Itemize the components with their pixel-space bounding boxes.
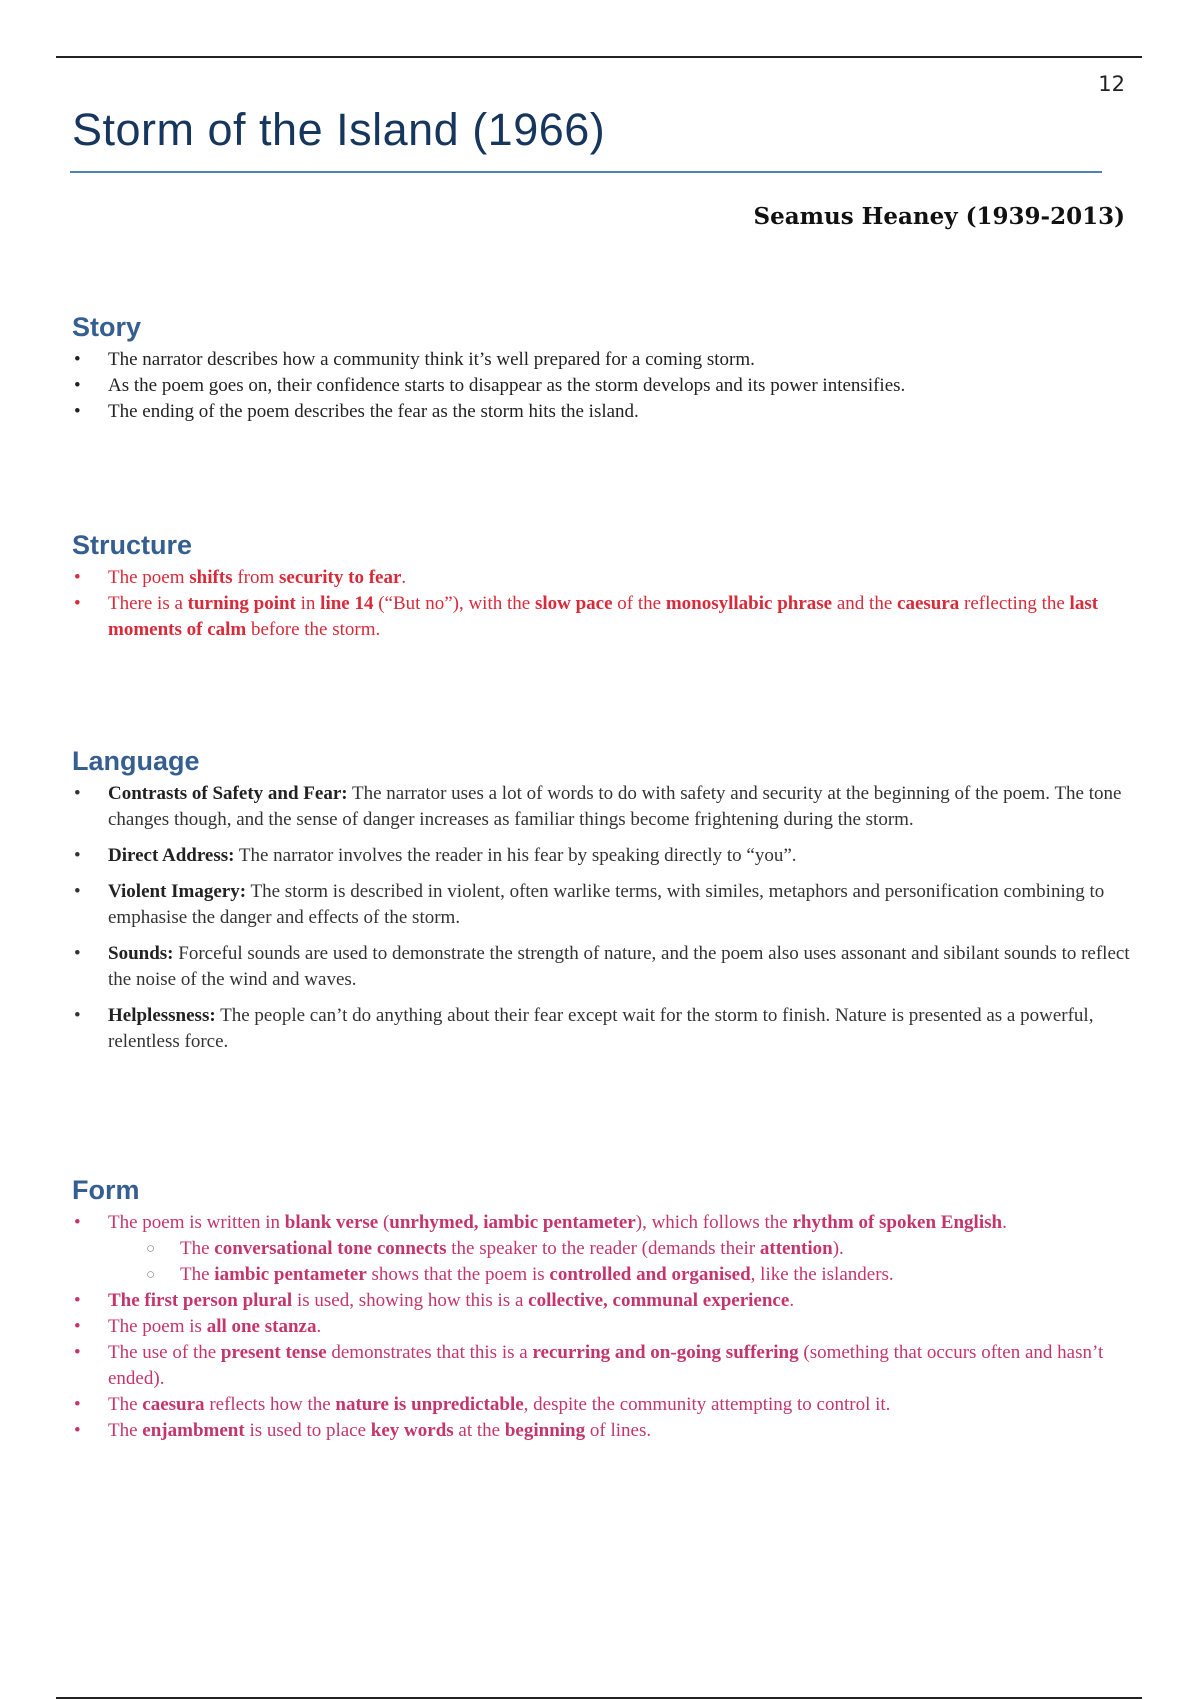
- sub-list: [108, 1236, 1132, 1288]
- story-section: [72, 312, 1132, 425]
- bottom-rule: [56, 1697, 1142, 1699]
- bullet-icon: •: [74, 349, 81, 370]
- list-item: • The poem is all one stanza.: [72, 1314, 1132, 1340]
- bullet-icon: •: [74, 1212, 81, 1233]
- bullet-icon: •: [74, 1005, 81, 1026]
- sub-list-item: ○ The conversational tone connects the speaker to the reader (demands their attention).: [108, 1236, 1132, 1262]
- list-item: • Helplessness: The people can’t do anything about their fear except wait for the storm to finish. Nature is presented as a powerful, relentless force.: [74, 1005, 1094, 1052]
- bullet-icon: •: [74, 1420, 81, 1441]
- list-item: • The poem shifts from security to fear.: [72, 565, 1132, 591]
- bullet-icon: •: [74, 375, 81, 396]
- document-title: Storm of the Island (1966): [72, 104, 606, 155]
- bullet-icon: •: [74, 1342, 81, 1363]
- story-heading: Story: [72, 312, 142, 342]
- list-item: • As the poem goes on, their confidence starts to disappear as the storm develops and its power intensifies.: [72, 373, 1132, 399]
- list-item: • Violent Imagery: The storm is described in violent, often warlike terms, with similes, metaphors and personification combining to emphasise the danger and effects of the storm.: [74, 881, 1105, 928]
- list-item: • Sounds: Forceful sounds are used to demonstrate the strength of nature, and the poem also uses assonant and sibilant sounds to reflect the noise of the wind and waves.: [74, 943, 1130, 990]
- form-heading: Form: [72, 1175, 140, 1205]
- list-item: • The use of the present tense demonstrates that this is a recurring and on-going suffering (something that occurs often and hasn’t ended).: [74, 1342, 1104, 1389]
- bullet-icon: •: [74, 593, 81, 614]
- bullet-icon: •: [74, 567, 81, 588]
- form-section: [72, 1175, 1132, 1444]
- bullet-icon: •: [74, 943, 81, 964]
- structure-heading: Structure: [72, 530, 193, 560]
- list-item: • The first person plural is used, showing how this is a collective, communal experience.: [72, 1288, 1132, 1314]
- structure-section: [72, 530, 1132, 643]
- list-item: • The caesura reflects how the nature is unpredictable, despite the community attempting to control it.: [72, 1392, 1132, 1418]
- language-list: [72, 781, 1132, 1055]
- list-item: • Direct Address: The narrator involves the reader in his fear by speaking directly to “you”.: [72, 843, 1132, 869]
- circle-bullet-icon: ○: [146, 1267, 156, 1283]
- language-heading: Language: [72, 746, 200, 776]
- list-item: • The enjambment is used to place key words at the beginning of lines.: [72, 1418, 1132, 1444]
- structure-list: [72, 565, 1132, 643]
- list-item: • The ending of the poem describes the fear as the storm hits the island.: [72, 399, 1132, 425]
- sub-list-item: ○ The iambic pentameter shows that the poem is controlled and organised, like the islanders.: [108, 1262, 1132, 1288]
- title-underline: [70, 171, 1102, 173]
- story-list: [72, 347, 1132, 425]
- list-item: • Contrasts of Safety and Fear: The narrator uses a lot of words to do with safety and security at the beginning of the poem. The tone changes though, and the sense of danger increases as familiar things become frightening during the storm.: [74, 783, 1122, 830]
- language-section: [72, 746, 1132, 1065]
- author-line: Seamus Heaney (1939-2013): [753, 203, 1125, 230]
- list-item: • There is a turning point in line 14 (“But no”), with the slow pace of the monosyllabic phrase and the caesura reflecting the last moments of calm before the storm.: [74, 593, 1099, 640]
- bullet-icon: •: [74, 401, 81, 422]
- circle-bullet-icon: ○: [146, 1241, 156, 1257]
- bullet-icon: •: [74, 783, 81, 804]
- list-item: • The narrator describes how a community think it’s well prepared for a coming storm.: [72, 347, 1132, 373]
- bullet-icon: •: [74, 845, 81, 866]
- list-item: • The poem is written in blank verse (unrhymed, iambic pentameter), which follows the rhythm of spoken English. ○ The conversational tone connects the speaker to the reader (demands their attention). ○ The iambic pentameter shows that the poem is controlled and organised, like the islanders.: [72, 1210, 1132, 1288]
- bullet-icon: •: [74, 1316, 81, 1337]
- form-list: [72, 1210, 1132, 1444]
- bullet-icon: •: [74, 1394, 81, 1415]
- page-number: 12: [1098, 72, 1125, 96]
- bullet-icon: •: [74, 1290, 81, 1311]
- bullet-icon: •: [74, 881, 81, 902]
- top-rule: [56, 56, 1142, 58]
